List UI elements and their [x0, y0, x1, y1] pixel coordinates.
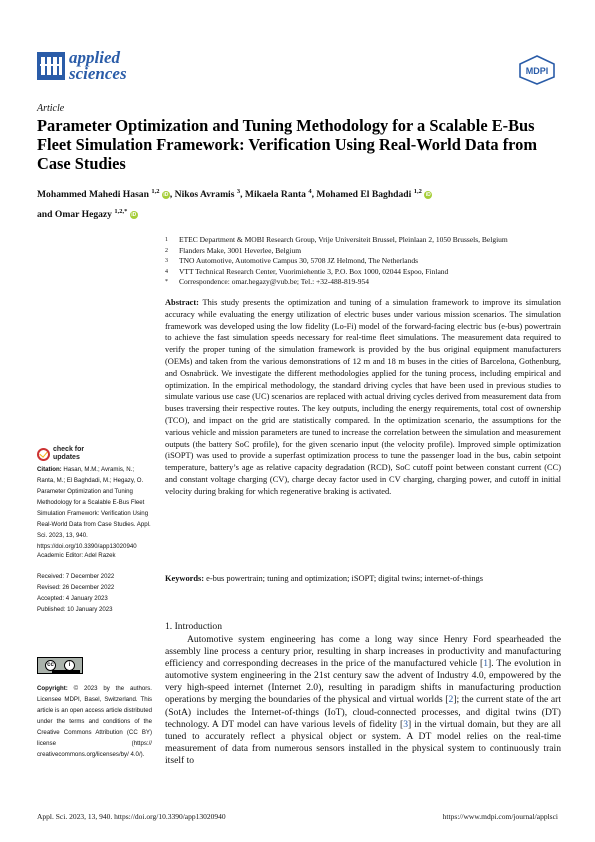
accepted-date: Accepted: 4 January 2023 [37, 595, 108, 602]
paper-title: Parameter Optimization and Tuning Methodology for a Scalable E-Bus Fleet Simulation Framework: Verification Using Real-World Data from Case Studies [37, 116, 538, 173]
journal-logo [37, 50, 127, 82]
footer-citation: Appl. Sci. 2023, 13, 940. https://doi.org/10.3390/app13020940 [37, 812, 226, 821]
received-date: Received: 7 December 2022 [37, 573, 115, 580]
author-list [37, 183, 557, 223]
citation-link[interactable]: 2 [448, 694, 454, 706]
revised-date: Revised: 26 December 2022 [37, 584, 115, 591]
check-for-updates-button[interactable]: check for updates [37, 446, 84, 462]
keywords-label: Keywords: [165, 574, 205, 583]
abstract-text: This study presents the optimization and tuning of a simulation framework to improve its simulation accuracy while evaluating the energy utilization of electric buses under various mission scenarios. The simulation framework was developed using the low fidelity (Lo-Fi) model of the forward-facing electric bus (e-bus) powertrain to achieve the fast simulation speeds necessary for real-time fleet simulations. The measurement data required to verify the proper tuning of the simulation framework is provided by the bus original equipment manufacturers (OEMs) and taken from the various demonstrations of 12 m and 18 m buses in the cities of Barcelona, Gothenburg, and Osnabrück. We investigate the different methodologies applied for the tuning process, including empirical and optimization. In the empirical methodology, the standard driving cycles that have been used in previous studies to simulate various use case (UC) scenarios are replaced with actual driving cycles derived from measurement data from buses traversing their respective routes. The key outputs, including the energy requirements, total cost of ownership (TCO), and impact on the grid are statistically compared. In the optimization scenario, the assumptions for the various vehicle and mission parameters are tuned to increase the correlation between the simulation and measurement outputs (the battery SoC profile), for the given scenario input (the velocity profile). Improved simple optimization (iSOPT) was used to provide a superfast optimization process to tune the passenger load in the bus, cabin setpoint temperature, battery’s age as relative capacity degradation (RCD), SoC cutoff point between constant current (CC) and constant voltage charging (CV), charge decay factor used in CV charging, charging power, and cutoff in initial velocity during braking for which regenerative braking is activated. [165, 298, 561, 496]
affiliation: 2 Flanders Make, 3001 Heverlee, Belgium [165, 245, 302, 255]
abstract [165, 297, 561, 498]
cc-by-license-icon[interactable]: cc i [37, 657, 83, 674]
affiliations [165, 235, 565, 288]
author: Mohamed El Baghdadi $^{1,2}$ iD [316, 188, 431, 201]
mdpi-logo-icon [518, 55, 556, 85]
keywords-text: e-bus powertrain; tuning and optimization; iSOPT; digital twins; internet-of-things [206, 574, 483, 583]
introduction-paragraph: Automotive system engineering has come a long way since Henry Ford spearheaded the assembly line process a century prior, resulting in sharp increases in productivity and manufacturing efficiency and corresponding decreases in the price of the manufactured vehicle [1]. The evolution in automotive system engineering in the 21st century saw the advent of Industry 4.0, empowered by the very high-speed internet (Internet 2.0), resulting in paradigm shifts in manufacturing production operations by merging the boundaries of the physical and virtual worlds [2]; the current state of the art (SotA) includes the Internet-of-things (IoT), cloud-connected processes, and digital twins (DT) technology. A DT model can have various levels of fidelity [3] in the virtual domain, but they are all tuned to accurately reflect a physical object or system. A DT model relies on the real-time measurement of data from numerous sensors installed in the physical system to continuously train itself to [165, 634, 561, 766]
article-type: Article [37, 103, 65, 114]
copyright: Copyright: © 2023 by the authors. Licensee MDPI, Basel, Switzerland. This article is an open access article distributed under the terms and conditions of the Creative Commons Attribution (CC BY) license (https:// creativecommons.org/licenses/by/ 4.0/). [37, 685, 152, 758]
academic-editor: Academic Editor: Adel Razek [37, 552, 116, 559]
affiliation: 4 VTT Technical Research Center, Vuorimiehentie 3, P.O. Box 1000, 02044 Espoo, Finland [165, 266, 449, 276]
journal-url-link[interactable]: https://www.mdpi.com/journal/applsci [442, 812, 558, 821]
abstract-label: Abstract: [165, 298, 199, 307]
keywords [165, 573, 561, 585]
published-date: Published: 10 January 2023 [37, 606, 113, 613]
orcid-icon[interactable]: iD [163, 191, 169, 198]
journal-name-line1: applied [69, 48, 120, 67]
check-updates-icon [37, 448, 50, 461]
author: Mohammed Mahedi Hasan $^{1,2}$ iD , [37, 188, 175, 201]
publisher-name: MDPI [525, 66, 549, 76]
dates [37, 571, 152, 615]
author: Mikaela Ranta $^4$, [244, 188, 317, 201]
author: Nikos Avramis $^3$, [174, 188, 245, 201]
orcid-icon[interactable]: iD [131, 212, 137, 219]
citation: Citation: Hasan, M.M.; Avramis, N.; Ranta, M.; El Baghdadi, M.; Hegazy, O. Parameter Optimization and Tuning Methodology for a Scalable E-Bus Fleet Simulation Framework: Verification Using Real-World Data from Case Studies. Appl. Sci. 2023, 13, 940. https://doi.org/10.3390/app13020940 [37, 466, 151, 550]
orcid-icon[interactable]: iD [425, 191, 431, 198]
citation-link[interactable]: 3 [403, 718, 408, 730]
affiliation: * Correspondence: omar.hegazy@vub.be; Tel.: +32-488-819-954 [165, 277, 370, 286]
citation-link[interactable]: 1 [483, 658, 488, 670]
affiliation: 3 TNO Automotive, Automotive Campus 30, 5708 JZ Helmond, The Netherlands [165, 256, 419, 265]
author: and Omar Hegazy $^{1,2,*}$ iD [37, 208, 137, 221]
section-heading: 1. Introduction [165, 621, 223, 632]
journal-mark-icon [37, 52, 65, 80]
journal-name-line2: sciences [69, 64, 127, 83]
affiliation: 1 ETEC Department & MOBI Research Group, Vrije Universiteit Brussel, Pleinlaan 2, 1050 Brussels, Belgium [165, 235, 508, 244]
